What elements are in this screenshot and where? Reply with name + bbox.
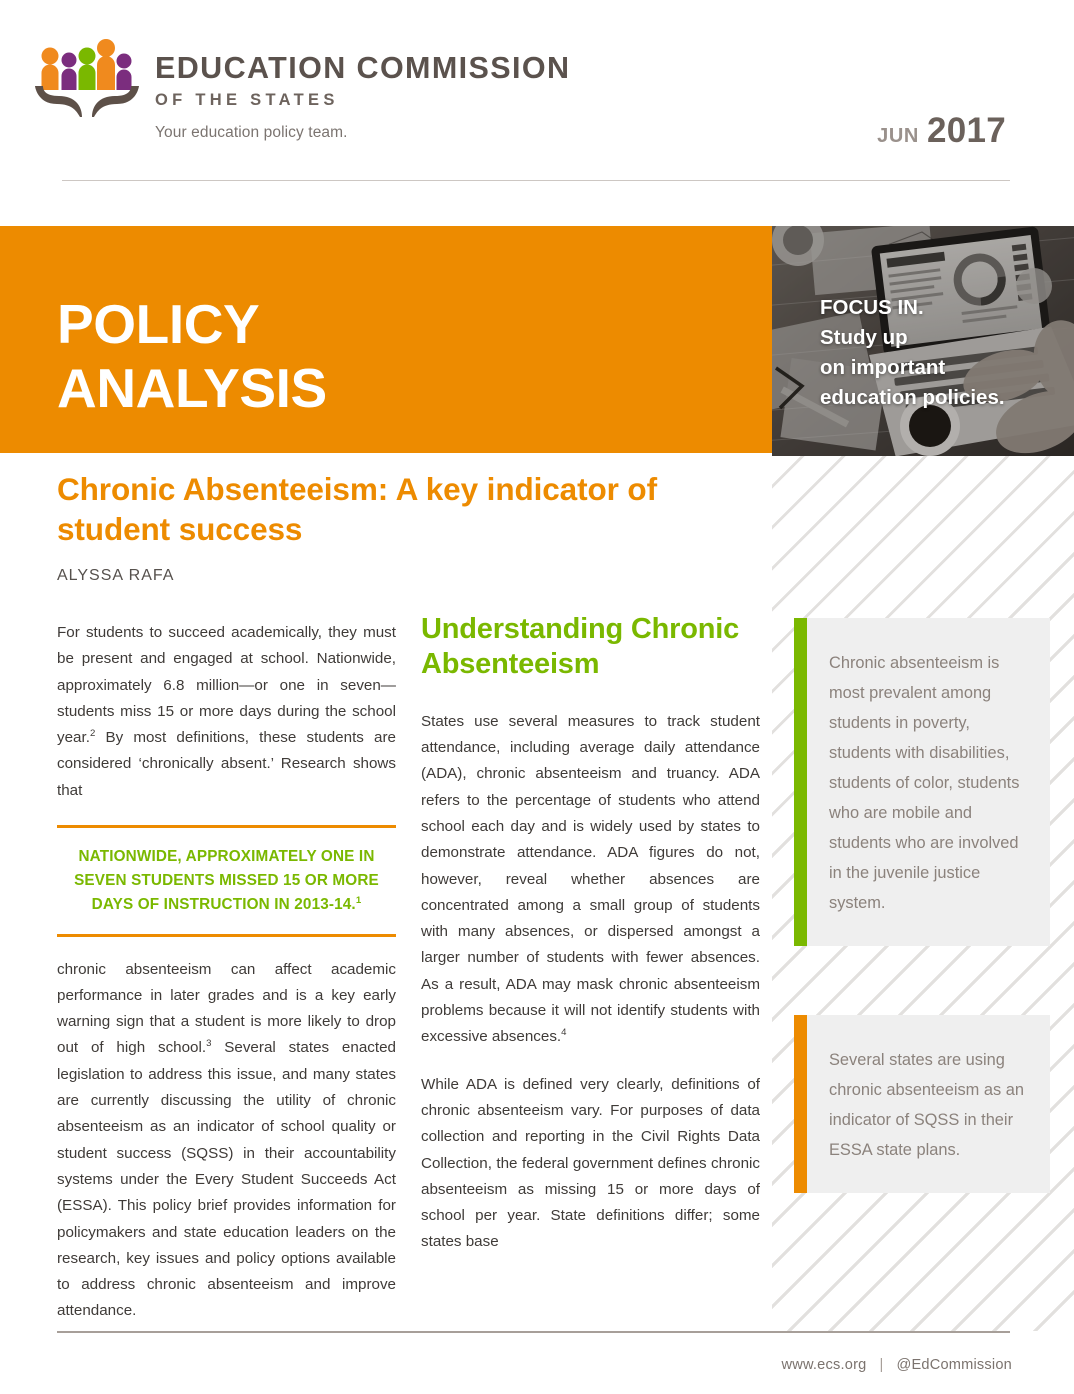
footer-divider bbox=[57, 1331, 1010, 1333]
footnote-ref: 3 bbox=[206, 1038, 212, 1050]
pull-quote bbox=[794, 618, 1050, 946]
banner-title bbox=[57, 293, 327, 421]
pull-quote bbox=[794, 1015, 1050, 1193]
policy-analysis-banner bbox=[0, 226, 772, 453]
page-header bbox=[0, 0, 1074, 225]
pull-quote-text: Chronic absenteeism is most prevalent among students in poverty, students with disabilities, students of color, students who are mobile and students who are involved in the juvenile justice system. bbox=[829, 654, 1020, 913]
overlay-line-2: Study up bbox=[820, 326, 908, 350]
date-year: 2017 bbox=[926, 111, 1006, 150]
statistic-callout bbox=[57, 825, 396, 936]
callout-footnote-ref: 1 bbox=[355, 895, 362, 907]
org-subname: OF THE STATES bbox=[155, 91, 339, 110]
paragraph-text: For students to succeed academically, they must be present and engaged at school. Nationwide, approximately 6.8 million—or one in seven—students miss 15 or more days during the school year. bbox=[57, 624, 396, 747]
org-tagline: Your education policy team. bbox=[155, 124, 348, 142]
paragraph bbox=[57, 620, 396, 804]
footnote-ref: 4 bbox=[561, 1027, 567, 1039]
focus-in-overlay-text bbox=[820, 293, 1005, 414]
paragraph: While ADA is defined very clearly, definitions of chronic absenteeism vary. For purposes of data collection and reporting in the Civil Rights Data Collection, the federal government defines chronic absenteeism as missing 15 or more days of school per year. State definitions differ; some states base bbox=[421, 1075, 760, 1251]
org-name: EDUCATION COMMISSION bbox=[155, 51, 571, 85]
page-title: Chronic Absenteeism: A key indicator of student success bbox=[57, 471, 657, 547]
page-footer bbox=[782, 1357, 1012, 1373]
footer-separator: | bbox=[879, 1357, 884, 1373]
footer-website-link[interactable]: www.ecs.org bbox=[781, 1357, 867, 1373]
pull-quote-accent-bar bbox=[794, 1015, 807, 1193]
footnote-ref: 2 bbox=[89, 728, 96, 740]
callout-body: NATIONWIDE, APPROXIMATELY ONE IN SEVEN STUDENTS MISSED 15 OR MORE DAYS OF INSTRUCTION IN 2013-14. bbox=[74, 848, 379, 914]
middle-text-column bbox=[421, 612, 760, 1277]
author-byline: ALYSSA RAFA bbox=[57, 567, 175, 584]
banner-title-line2: ANALYSIS bbox=[57, 356, 327, 419]
header-divider bbox=[62, 180, 1010, 181]
pull-quote-accent-bar bbox=[794, 618, 807, 946]
overlay-line-3: on important bbox=[820, 356, 946, 380]
left-text-column bbox=[57, 620, 396, 1346]
paragraph-text: States use several measures to track student attendance, including average daily attendance (ADA), chronic absenteeism and truancy. ADA refers to the percentage of students who attend school each day and is widely used by states to demonstrate attendance. ADA figures do not, however, reveal whether absences are concentrated among a small group of students with many absences, or dispersed amongst a larger number of students with fewer absences. As a result, ADA may mask chronic absenteeism problems because it will not identify students with excessive absences. bbox=[421, 712, 760, 1046]
overlay-line-4: education policies. bbox=[820, 386, 1005, 410]
paragraph bbox=[57, 957, 396, 1325]
overlay-line-1: FOCUS IN. bbox=[820, 296, 924, 319]
focus-in-photo-tile bbox=[772, 226, 1074, 456]
publication-date bbox=[877, 111, 1006, 151]
banner-title-line1: POLICY bbox=[57, 293, 260, 355]
ecs-logo bbox=[35, 34, 570, 142]
paragraph bbox=[421, 709, 760, 1051]
ecs-logo-mark-icon bbox=[35, 34, 139, 118]
callout-text bbox=[57, 845, 396, 917]
pull-quote-text: Several states are using chronic absenteeism as an indicator of SQSS in their ESSA state plans. bbox=[829, 1051, 1024, 1160]
date-month: JUN bbox=[877, 125, 919, 147]
ecs-wordmark bbox=[155, 34, 570, 142]
paragraph-text-cont: By most definitions, these students are considered ‘chronically absent.’ Research shows that bbox=[57, 729, 396, 799]
paragraph-text: chronic absenteeism can affect academic performance in later grades and is a key early warning sign that a student is more likely to drop out of high school. bbox=[57, 960, 396, 1057]
footer-social-handle[interactable]: @EdCommission bbox=[896, 1357, 1012, 1373]
section-heading: Understanding Chronic Absenteeism bbox=[421, 613, 740, 681]
paragraph-text-cont: Several states enacted legislation to address this issue, and many states are currently discussing the utility of chronic absenteeism as an indicator of school quality or student success (SQSS) in their accountability systems under the Every Student Succeeds Act (ESSA). This policy brief provides information for policymakers and state education leaders on the research, key issues and policy options available to address chronic absenteeism and improve attendance. bbox=[57, 1039, 396, 1320]
